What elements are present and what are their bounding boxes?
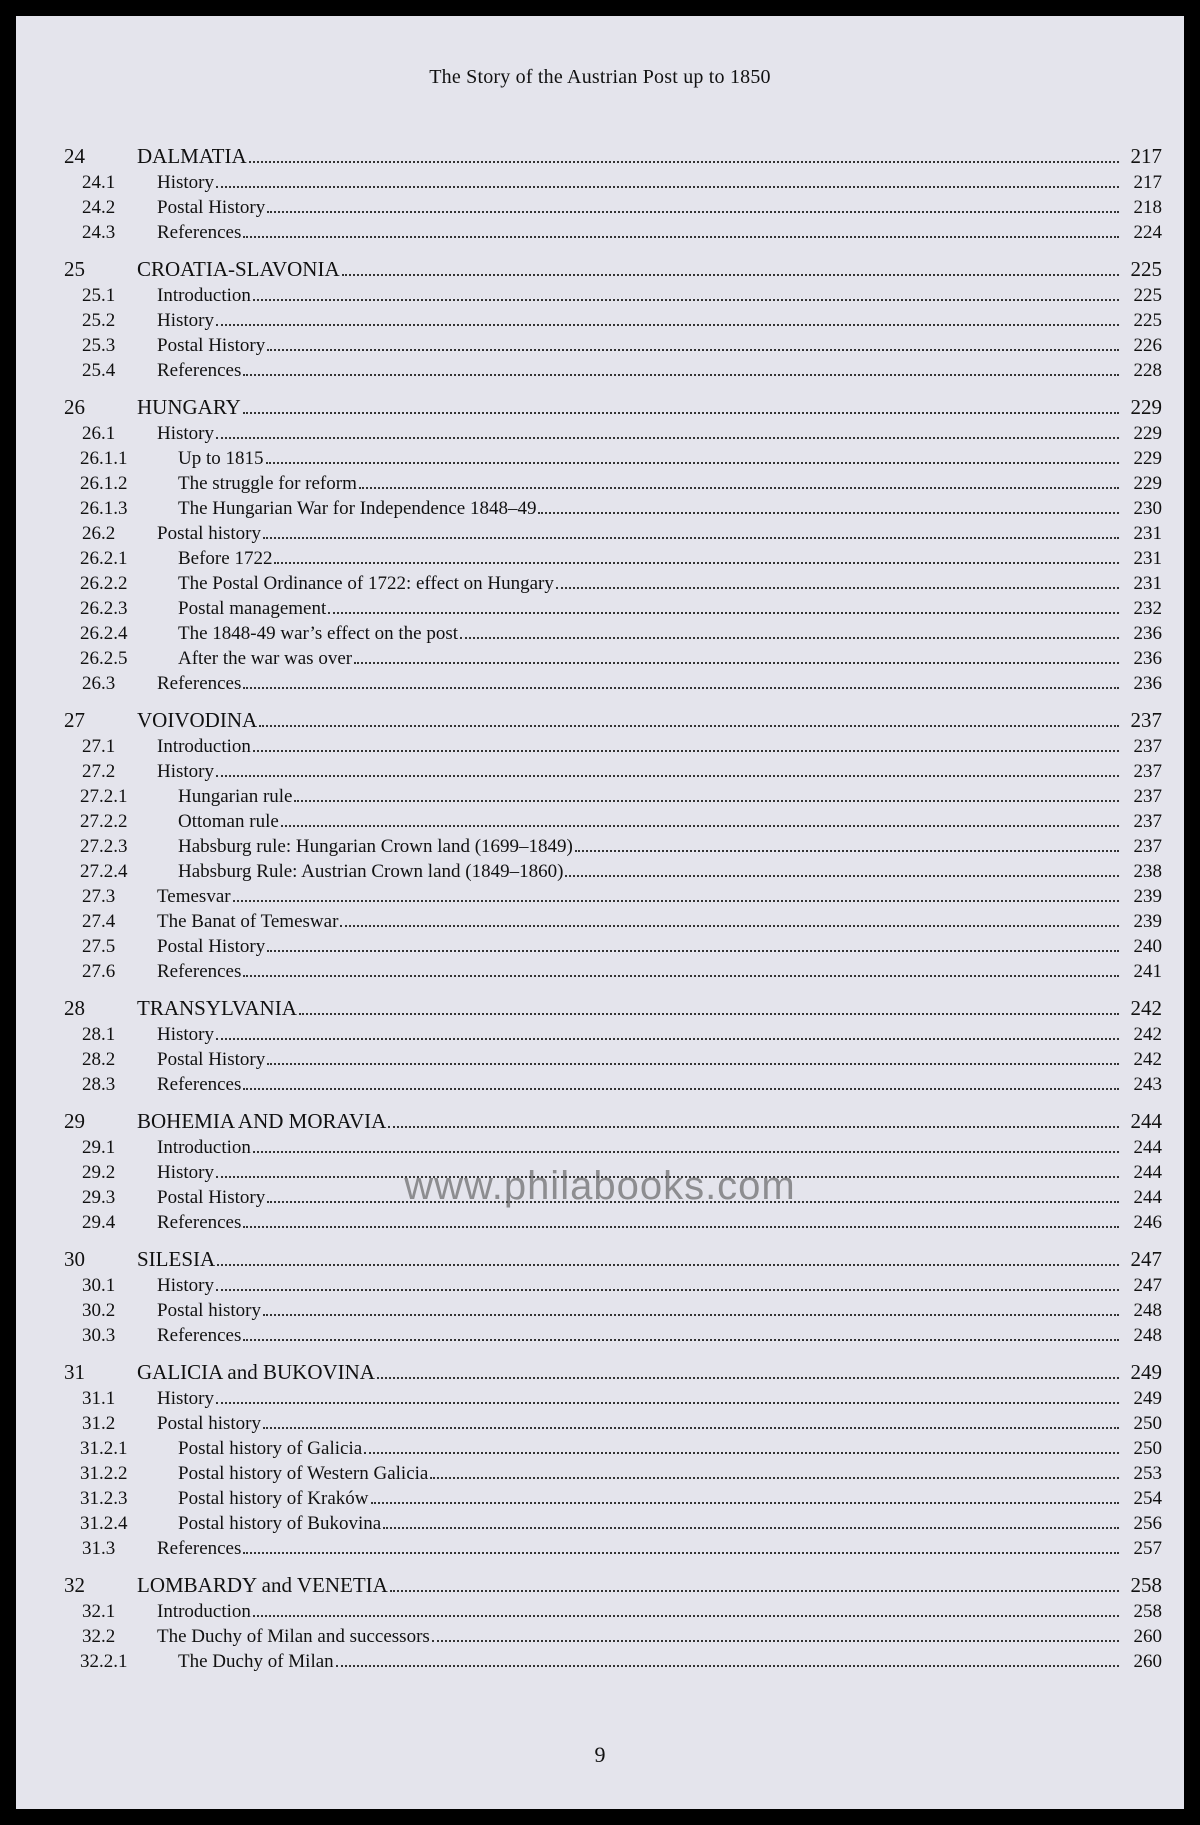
entry-number: 27.2.3	[80, 836, 128, 857]
dot-leader	[243, 1339, 1119, 1341]
toc-section-entry	[36, 784, 1162, 809]
toc-chapter	[36, 1245, 1162, 1348]
entry-title: Postal History	[157, 197, 266, 218]
toc-section-entry	[36, 170, 1162, 195]
entry-page-number: 225	[1130, 257, 1162, 281]
dot-leader	[243, 1226, 1119, 1228]
entry-page-number: 248	[1133, 1300, 1162, 1321]
toc-section-entry	[36, 446, 1162, 471]
entry-page-number: 239	[1133, 886, 1162, 907]
entry-title: GALICIA and BUKOVINA	[137, 1360, 375, 1384]
entry-page-number: 224	[1133, 222, 1162, 243]
entry-number: 31	[64, 1360, 85, 1384]
entry-title: References	[157, 961, 242, 982]
entry-number: 26.1.3	[80, 498, 128, 519]
entry-page-number: 229	[1130, 395, 1162, 419]
entry-title: LOMBARDY and VENETIA	[137, 1573, 388, 1597]
dot-leader	[243, 1552, 1119, 1554]
toc-section-entry	[36, 496, 1162, 521]
entry-number: 26.2.3	[80, 598, 128, 619]
toc-chapter-heading	[36, 393, 1162, 421]
entry-number: 32	[64, 1573, 85, 1597]
toc-section-entry	[36, 834, 1162, 859]
entry-number: 27.5	[82, 936, 116, 957]
dot-leader	[294, 800, 1119, 802]
entry-page-number: 256	[1133, 1513, 1162, 1534]
entry-number: 32.2	[82, 1626, 116, 1647]
entry-number: 25.1	[82, 285, 116, 306]
entry-title: References	[157, 222, 242, 243]
toc-section-entry	[36, 471, 1162, 496]
entry-page-number: 260	[1133, 1626, 1162, 1647]
toc-chapter-heading	[36, 1571, 1162, 1599]
entry-number: 27.2.2	[80, 811, 128, 832]
entry-title: History	[157, 1275, 214, 1296]
entry-title: Postal history of Bukovina	[178, 1513, 382, 1534]
entry-number: 26.2.5	[80, 648, 128, 669]
entry-title: Introduction	[157, 1601, 251, 1622]
entry-title: Postal history	[157, 1300, 261, 1321]
entry-page-number: 237	[1133, 836, 1162, 857]
toc-section-entry	[36, 195, 1162, 220]
dot-leader	[266, 462, 1120, 464]
entry-number: 31.2.1	[80, 1438, 128, 1459]
entry-number: 24	[64, 144, 85, 168]
entry-page-number: 225	[1133, 285, 1162, 306]
dot-leader	[249, 161, 1119, 163]
entry-title: The Banat of Temeswar	[157, 911, 339, 932]
entry-title: CROATIA-SLAVONIA	[137, 257, 340, 281]
entry-page-number: 253	[1133, 1463, 1162, 1484]
toc-section-entry	[36, 1536, 1162, 1561]
dot-leader	[354, 662, 1119, 664]
entry-page-number: 242	[1133, 1049, 1162, 1070]
entry-title: History	[157, 761, 214, 782]
entry-page-number: 249	[1130, 1360, 1162, 1384]
entry-title: Postal History	[157, 1187, 266, 1208]
entry-title: Postal history	[157, 1413, 261, 1434]
entry-page-number: 231	[1133, 548, 1162, 569]
entry-number: 27.2.4	[80, 861, 128, 882]
toc-chapter	[36, 1571, 1162, 1674]
entry-number: 26.1.2	[80, 473, 128, 494]
entry-page-number: 218	[1133, 197, 1162, 218]
toc-section-entry	[36, 646, 1162, 671]
entry-title: Habsburg rule: Hungarian Crown land (1699–1849)	[178, 836, 573, 857]
entry-title: History	[157, 172, 214, 193]
entry-title: History	[157, 1162, 214, 1183]
table-of-contents	[36, 142, 1162, 1684]
dot-leader	[359, 487, 1119, 489]
dot-leader	[263, 1314, 1119, 1316]
entry-title: The Duchy of Milan	[178, 1651, 334, 1672]
entry-number: 30.1	[82, 1275, 116, 1296]
entry-number: 26.1.1	[80, 448, 128, 469]
entry-page-number: 244	[1133, 1187, 1162, 1208]
entry-page-number: 237	[1133, 786, 1162, 807]
toc-chapter-heading	[36, 994, 1162, 1022]
entry-number: 31.1	[82, 1388, 116, 1409]
entry-title: History	[157, 1388, 214, 1409]
toc-section-entry	[36, 283, 1162, 308]
entry-page-number: 236	[1133, 623, 1162, 644]
toc-section-entry	[36, 1323, 1162, 1348]
entry-number: 31.2.2	[80, 1463, 128, 1484]
entry-number: 30	[64, 1247, 85, 1271]
dot-leader	[253, 750, 1119, 752]
entry-page-number: 244	[1133, 1162, 1162, 1183]
entry-number: 27.4	[82, 911, 116, 932]
dot-leader	[377, 1377, 1119, 1379]
entry-title: Temesvar	[157, 886, 231, 907]
dot-leader	[342, 274, 1119, 276]
entry-page-number: 247	[1133, 1275, 1162, 1296]
toc-section-entry	[36, 959, 1162, 984]
dot-leader	[267, 1063, 1119, 1065]
toc-section-entry	[36, 1411, 1162, 1436]
entry-number: 27.3	[82, 886, 116, 907]
dot-leader	[243, 236, 1119, 238]
entry-page-number: 217	[1130, 144, 1162, 168]
entry-number: 29.2	[82, 1162, 116, 1183]
page-number: 9	[594, 1742, 606, 1767]
entry-page-number: 257	[1133, 1538, 1162, 1559]
toc-chapter-heading	[36, 1245, 1162, 1273]
entry-page-number: 247	[1130, 1247, 1162, 1271]
toc-chapter-heading	[36, 142, 1162, 170]
entry-number: 32.2.1	[80, 1651, 128, 1672]
toc-section-entry	[36, 1210, 1162, 1235]
entry-page-number: 244	[1133, 1137, 1162, 1158]
toc-section-entry	[36, 934, 1162, 959]
dot-leader	[432, 1640, 1119, 1642]
dot-leader	[216, 775, 1119, 777]
entry-page-number: 243	[1133, 1074, 1162, 1095]
entry-number: 31.3	[82, 1538, 116, 1559]
entry-title: VOIVODINA	[137, 708, 258, 732]
dot-leader	[281, 825, 1119, 827]
dot-leader	[336, 1665, 1119, 1667]
entry-title: History	[157, 1024, 214, 1045]
entry-page-number: 232	[1133, 598, 1162, 619]
toc-section-entry	[36, 1022, 1162, 1047]
entry-title: Introduction	[157, 1137, 251, 1158]
entry-number: 24.3	[82, 222, 116, 243]
entry-title: Ottoman rule	[178, 811, 279, 832]
entry-title: History	[157, 423, 214, 444]
entry-number: 31.2	[82, 1413, 116, 1434]
toc-chapter-heading	[36, 1358, 1162, 1386]
dot-leader	[243, 975, 1119, 977]
entry-number: 31.2.4	[80, 1513, 128, 1534]
entry-number: 26	[64, 395, 85, 419]
toc-section-entry	[36, 308, 1162, 333]
entry-title: DALMATIA	[137, 144, 247, 168]
dot-leader	[538, 512, 1119, 514]
entry-number: 28.3	[82, 1074, 116, 1095]
dot-leader	[253, 1151, 1119, 1153]
entry-title: References	[157, 1325, 242, 1346]
entry-number: 26.2.1	[80, 548, 128, 569]
entry-number: 29.1	[82, 1137, 116, 1158]
entry-page-number: 250	[1133, 1413, 1162, 1434]
entry-title: References	[157, 1074, 242, 1095]
toc-section-entry	[36, 1486, 1162, 1511]
dot-leader	[217, 1264, 1119, 1266]
entry-number: 27	[64, 708, 85, 732]
entry-title: Postal History	[157, 1049, 266, 1070]
dot-leader	[383, 1527, 1119, 1529]
dot-leader	[267, 349, 1119, 351]
entry-number: 26.2.4	[80, 623, 128, 644]
dot-leader	[430, 1477, 1119, 1479]
entry-page-number: 239	[1133, 911, 1162, 932]
toc-section-entry	[36, 1072, 1162, 1097]
toc-section-entry	[36, 1649, 1162, 1674]
toc-section-entry	[36, 759, 1162, 784]
entry-page-number: 242	[1130, 996, 1162, 1020]
entry-number: 27.2.1	[80, 786, 128, 807]
toc-section-entry	[36, 671, 1162, 696]
dot-leader	[243, 687, 1119, 689]
entry-number: 26.3	[82, 673, 116, 694]
entry-number: 28.1	[82, 1024, 116, 1045]
entry-number: 29.4	[82, 1212, 116, 1233]
entry-title: Postal history of Galicia	[178, 1438, 363, 1459]
dot-leader	[388, 1126, 1119, 1128]
toc-section-entry	[36, 621, 1162, 646]
entry-page-number: 254	[1133, 1488, 1162, 1509]
entry-title: Postal history	[157, 523, 261, 544]
entry-number: 32.1	[82, 1601, 116, 1622]
toc-section-entry	[36, 1273, 1162, 1298]
dot-leader	[390, 1590, 1119, 1592]
entry-title: Introduction	[157, 736, 251, 757]
entry-page-number: 231	[1133, 523, 1162, 544]
entry-title: The Duchy of Milan and successors	[157, 1626, 430, 1647]
toc-section-entry	[36, 1599, 1162, 1624]
entry-page-number: 240	[1133, 936, 1162, 957]
entry-number: 27.6	[82, 961, 116, 982]
toc-section-entry	[36, 521, 1162, 546]
entry-page-number: 226	[1133, 335, 1162, 356]
entry-page-number: 217	[1133, 172, 1162, 193]
dot-leader	[216, 1038, 1119, 1040]
toc-section-entry	[36, 859, 1162, 884]
toc-chapter	[36, 255, 1162, 383]
entry-title: Up to 1815	[178, 448, 264, 469]
dot-leader	[243, 412, 1119, 414]
entry-number: 26.2.2	[80, 573, 128, 594]
dot-leader	[575, 850, 1119, 852]
book-page	[16, 16, 1184, 1809]
entry-title: Habsburg Rule: Austrian Crown land (1849–1860)	[178, 861, 564, 882]
entry-title: Before 1722	[178, 548, 273, 569]
dot-leader	[216, 1402, 1119, 1404]
entry-number: 27.1	[82, 736, 116, 757]
toc-section-entry	[36, 596, 1162, 621]
entry-page-number: 260	[1133, 1651, 1162, 1672]
dot-leader	[328, 612, 1119, 614]
entry-page-number: 229	[1133, 423, 1162, 444]
toc-section-entry	[36, 1624, 1162, 1649]
dot-leader	[216, 324, 1119, 326]
toc-section-entry	[36, 421, 1162, 446]
entry-title: Postal History	[157, 335, 266, 356]
dot-leader	[253, 299, 1119, 301]
toc-chapter-heading	[36, 706, 1162, 734]
entry-title: History	[157, 310, 214, 331]
watermark: www.philabooks.com	[404, 1164, 796, 1208]
toc-chapter	[36, 994, 1162, 1097]
toc-chapter	[36, 1358, 1162, 1561]
entry-title: The struggle for reform	[178, 473, 357, 494]
dot-leader	[216, 437, 1119, 439]
entry-page-number: 241	[1133, 961, 1162, 982]
toc-section-entry	[36, 546, 1162, 571]
entry-page-number: 231	[1133, 573, 1162, 594]
entry-page-number: 250	[1133, 1438, 1162, 1459]
entry-number: 31.2.3	[80, 1488, 128, 1509]
entry-number: 28.2	[82, 1049, 116, 1070]
entry-title: The Hungarian War for Independence 1848–49	[178, 498, 537, 519]
entry-page-number: 237	[1133, 811, 1162, 832]
toc-section-entry	[36, 571, 1162, 596]
entry-number: 26.2	[82, 523, 116, 544]
dot-leader	[267, 950, 1119, 952]
entry-page-number: 236	[1133, 673, 1162, 694]
dot-leader	[371, 1502, 1119, 1504]
entry-number: 28	[64, 996, 85, 1020]
dot-leader	[340, 925, 1119, 927]
toc-section-entry	[36, 809, 1162, 834]
entry-number: 25.4	[82, 360, 116, 381]
entry-page-number: 229	[1133, 473, 1162, 494]
entry-number: 30.3	[82, 1325, 116, 1346]
entry-title: HUNGARY	[137, 395, 241, 419]
toc-section-entry	[36, 1298, 1162, 1323]
toc-chapter	[36, 706, 1162, 984]
dot-leader	[259, 725, 1119, 727]
dot-leader	[263, 1427, 1119, 1429]
entry-number: 26.1	[82, 423, 116, 444]
toc-section-entry	[36, 1461, 1162, 1486]
toc-chapter	[36, 142, 1162, 245]
entry-page-number: 238	[1133, 861, 1162, 882]
entry-page-number: 228	[1133, 360, 1162, 381]
dot-leader	[460, 637, 1119, 639]
entry-title: References	[157, 360, 242, 381]
entry-page-number: 230	[1133, 498, 1162, 519]
toc-section-entry	[36, 1047, 1162, 1072]
entry-page-number: 237	[1130, 708, 1162, 732]
entry-page-number: 225	[1133, 310, 1162, 331]
entry-title: The 1848-49 war’s effect on the post	[178, 623, 458, 644]
entry-title: TRANSYLVANIA	[137, 996, 297, 1020]
dot-leader	[556, 587, 1119, 589]
entry-title: The Postal Ordinance of 1722: effect on Hungary	[178, 573, 554, 594]
entry-number: 25	[64, 257, 85, 281]
dot-leader	[253, 1615, 1119, 1617]
entry-page-number: 249	[1133, 1388, 1162, 1409]
toc-section-entry	[36, 884, 1162, 909]
entry-title: Postal history of Western Galicia	[178, 1463, 429, 1484]
running-title: The Story of the Austrian Post up to 1850	[429, 66, 771, 88]
toc-chapter-heading	[36, 1107, 1162, 1135]
entry-title: Postal management	[178, 598, 327, 619]
entry-number: 25.3	[82, 335, 116, 356]
toc-section-entry	[36, 220, 1162, 245]
entry-number: 24.1	[82, 172, 116, 193]
dot-leader	[299, 1013, 1119, 1015]
entry-page-number: 248	[1133, 1325, 1162, 1346]
dot-leader	[233, 900, 1119, 902]
entry-number: 29.3	[82, 1187, 116, 1208]
entry-title: References	[157, 673, 242, 694]
toc-section-entry	[36, 1511, 1162, 1536]
entry-page-number: 237	[1133, 736, 1162, 757]
dot-leader	[263, 537, 1119, 539]
entry-title: After the war was over	[178, 648, 353, 669]
toc-section-entry	[36, 1135, 1162, 1160]
entry-title: SILESIA	[137, 1247, 216, 1271]
entry-title: Postal history of Kraków	[178, 1488, 369, 1509]
toc-chapter	[36, 393, 1162, 696]
entry-page-number: 258	[1130, 1573, 1162, 1597]
entry-title: References	[157, 1212, 242, 1233]
dot-leader	[216, 186, 1119, 188]
toc-section-entry	[36, 358, 1162, 383]
toc-chapter-heading	[36, 255, 1162, 283]
entry-number: 24.2	[82, 197, 116, 218]
entry-title: Postal History	[157, 936, 266, 957]
entry-number: 27.2	[82, 761, 116, 782]
entry-page-number: 237	[1133, 761, 1162, 782]
toc-section-entry	[36, 1436, 1162, 1461]
dot-leader	[274, 562, 1119, 564]
dot-leader	[565, 875, 1119, 877]
dot-leader	[243, 1088, 1119, 1090]
dot-leader	[364, 1452, 1119, 1454]
entry-page-number: 236	[1133, 648, 1162, 669]
toc-section-entry	[36, 734, 1162, 759]
entry-page-number: 244	[1130, 1109, 1162, 1133]
toc-section-entry	[36, 1386, 1162, 1411]
dot-leader	[267, 211, 1119, 213]
entry-title: Hungarian rule	[178, 786, 293, 807]
entry-number: 29	[64, 1109, 85, 1133]
entry-title: BOHEMIA AND MORAVIA	[137, 1109, 387, 1133]
entry-number: 25.2	[82, 310, 116, 331]
entry-title: References	[157, 1538, 242, 1559]
entry-title: Introduction	[157, 285, 251, 306]
entry-page-number: 246	[1133, 1212, 1162, 1233]
entry-page-number: 258	[1133, 1601, 1162, 1622]
entry-page-number: 229	[1133, 448, 1162, 469]
entry-page-number: 242	[1133, 1024, 1162, 1045]
entry-number: 30.2	[82, 1300, 116, 1321]
toc-section-entry	[36, 909, 1162, 934]
dot-leader	[216, 1289, 1119, 1291]
toc-section-entry	[36, 333, 1162, 358]
dot-leader	[243, 374, 1119, 376]
